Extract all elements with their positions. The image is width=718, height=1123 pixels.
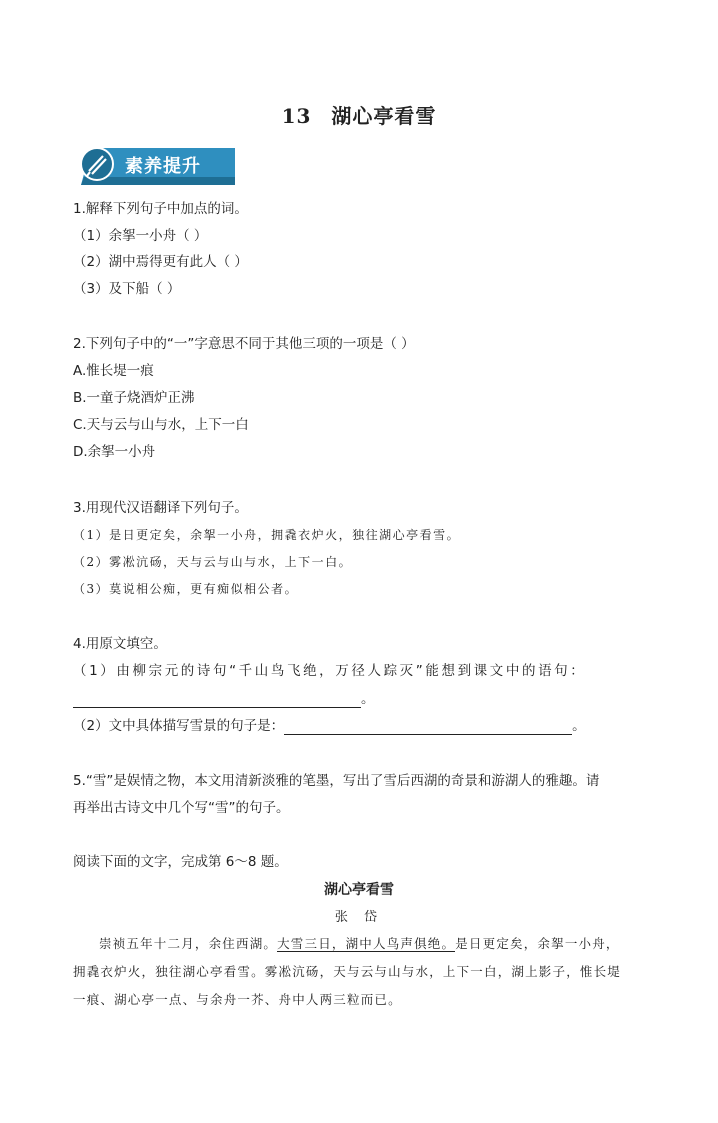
page-title: 13 湖心亭看雪 — [281, 104, 437, 128]
underlined-sentence: 大雪三日，湖中人鸟声俱绝。 — [277, 936, 456, 951]
q2-option-a: A.惟长堤一痕 — [73, 363, 154, 379]
q4-item-1-answer: 。 — [73, 690, 375, 708]
reading-line-3: 一痕、湖心亭一点、与余舟一芥、舟中人两三粒而已。 — [73, 992, 402, 1007]
q5-line-2: 再举出古诗文中几个写“雪”的句子。 — [73, 800, 290, 816]
reading-line-1: 崇祯五年十二月，余住西湖。大雪三日，湖中人鸟声俱绝。是日更定矣，余挐一小舟， — [99, 936, 620, 951]
q1-stem: 1.解释下列句子中加点的词。 — [73, 201, 248, 217]
reading-line-2: 拥毳衣炉火，独往湖心亭看雪。雾凇沆砀，天与云与山与水，上下一白，湖上影子，惟长堤 — [73, 964, 622, 979]
q2-stem: 2.下列句子中的“一”字意思不同于其他三项的一项是（ ） — [73, 336, 415, 352]
q4-item-1: （1）由柳宗元的诗句“千山鸟飞绝，万径人踪灭”能想到课文中的语句： — [73, 663, 587, 679]
q4-stem: 4.用原文填空。 — [73, 636, 167, 652]
reading-intro: 阅读下面的文字，完成第 6～8 题。 — [73, 854, 288, 870]
q3-item-2: （2）雾凇沆砀，天与云与山与水，上下一白。 — [73, 555, 353, 569]
q3-item-3: （3）莫说相公痴，更有痴似相公者。 — [73, 582, 299, 596]
q3-stem: 3.用现代汉语翻译下列句子。 — [73, 500, 248, 516]
q1-item-2: （2）湖中焉得更有此人（ ） — [73, 254, 248, 270]
section-banner — [77, 144, 235, 185]
answer-blank[interactable] — [73, 693, 361, 708]
q2-option-d: D.余挐一小舟 — [73, 444, 156, 460]
q2-option-b: B.一童子烧酒炉正沸 — [73, 390, 195, 406]
q2-option-c: C.天与云与山与水，上下一白 — [73, 417, 249, 433]
q4-item-2: （2）文中具体描写雪景的句子是： 。 — [73, 718, 586, 734]
q1-item-1: （1）余挐一小舟（ ） — [73, 228, 208, 244]
banner-label: 素养提升 — [125, 156, 201, 177]
q5-line-1: 5.“雪”是娱情之物，本文用清新淡雅的笔墨，写出了雪后西湖的奇景和游湖人的雅趣。请 — [73, 773, 600, 789]
q3-item-1: （1）是日更定矣，余挐一小舟，拥毳衣炉火，独往湖心亭看雪。 — [73, 528, 461, 542]
reading-author: 张 岱 — [334, 910, 384, 925]
q1-item-3: （3）及下船（ ） — [73, 281, 181, 297]
answer-blank[interactable] — [284, 720, 572, 735]
reading-title: 湖心亭看雪 — [324, 882, 394, 898]
